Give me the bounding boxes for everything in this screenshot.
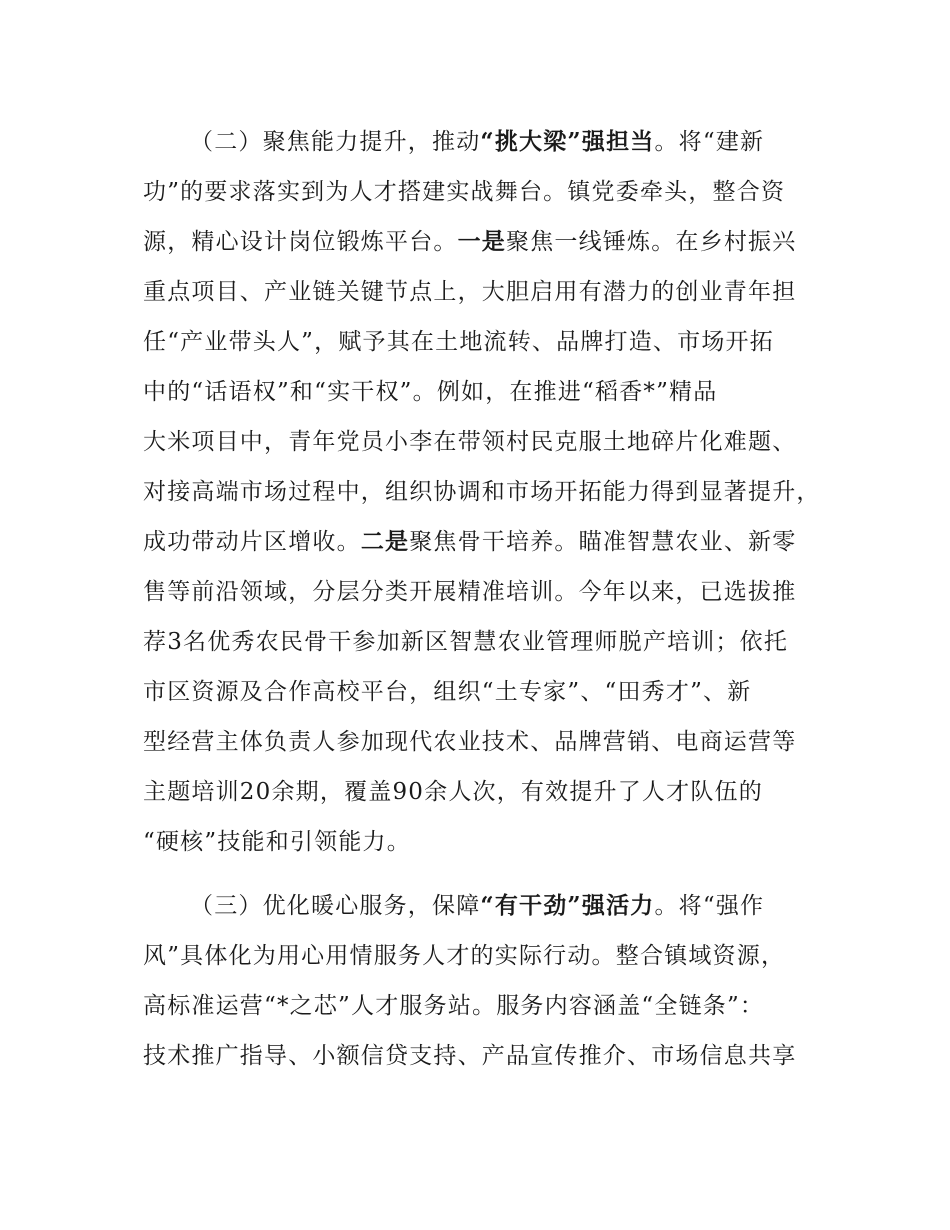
text-run: 市区资源及合作高校平台，组织“土专家”、“田秀才”、新 [143, 679, 752, 705]
bold-heading: “有干劲”强活力 [480, 892, 655, 919]
section2-line-12 [143, 668, 863, 716]
bold-ordinal: 二是 [360, 528, 410, 555]
text-run: 重点项目、产业链关键节点上，大胆启用有潜力的创业青年担 [143, 279, 797, 305]
text-run: 。将“建新 [654, 129, 765, 155]
bold-heading: “挑大梁”强担当 [480, 128, 655, 155]
section2-line-14 [143, 768, 863, 816]
section2-line-9 [143, 518, 863, 566]
text-run: 大米项目中，青年党员小李在带领村民克服土地碎片化难题、 [143, 429, 797, 455]
section2-line-5 [143, 318, 863, 366]
section2-line-10 [143, 568, 863, 616]
section3-line-4 [143, 1032, 863, 1080]
section2-line-4 [143, 268, 863, 316]
section2-line-6 [143, 368, 863, 416]
text-run: （二）聚焦能力提升，推动 [190, 129, 481, 155]
text-run: 高标准运营“*之芯”人才服务站。服务内容涵盖“全链条”： [143, 993, 765, 1019]
text-run: “硬核”技能和引领能力。 [143, 829, 411, 855]
text-run: 风”具体化为用心用情服务人才的实际行动。整合镇域资源， [143, 943, 786, 969]
section2-line-11 [143, 618, 863, 666]
section2-line-3 [143, 218, 863, 266]
text-run: 中的“话语权”和“实干权”。例如，在推进“稻香*”精品 [143, 379, 718, 405]
text-run: 技术推广指导、小额信贷支持、产品宣传推介、市场信息共享 [143, 1043, 797, 1069]
text-run: 荐3名优秀农民骨干参加新区智慧农业管理师脱产培训；依托 [143, 629, 789, 655]
section2-line-15 [143, 818, 863, 866]
text-run: （三）优化暖心服务，保障 [190, 893, 481, 919]
text-run: 型经营主体负责人参加现代农业技术、品牌营销、电商运营等 [143, 729, 797, 755]
text-run: 聚焦一线锤炼。在乡村振兴 [506, 229, 797, 255]
section2-line-8 [143, 468, 863, 516]
bold-ordinal: 一是 [457, 228, 507, 255]
text-run: 。将“强作 [654, 893, 765, 919]
section2-line-1 [190, 118, 910, 166]
text-run: 聚焦骨干培养。瞄准智慧农业、新零 [409, 529, 797, 555]
text-run: 成功带动片区增收。 [143, 529, 361, 555]
section3-line-1 [190, 882, 910, 930]
text-run: 对接高端市场过程中，组织协调和市场开拓能力得到显著提升， [143, 479, 821, 505]
text-run: 功”的要求落实到为人才搭建实战舞台。镇党委牵头，整合资 [143, 179, 786, 205]
section3-line-2 [143, 932, 863, 980]
section2-line-2 [143, 168, 863, 216]
section2-line-13 [143, 718, 863, 766]
text-run: 任“产业带头人”，赋予其在土地流转、品牌打造、市场开拓 [143, 329, 774, 355]
section3-line-3 [143, 982, 863, 1030]
section2-line-7 [143, 418, 863, 466]
text-run: 主题培训20余期，覆盖90余人次，有效提升了人才队伍的 [143, 779, 763, 805]
text-run: 售等前沿领域，分层分类开展精准培训。今年以来，已选拔推 [143, 579, 797, 605]
text-run: 源，精心设计岗位锻炼平台。 [143, 229, 458, 255]
